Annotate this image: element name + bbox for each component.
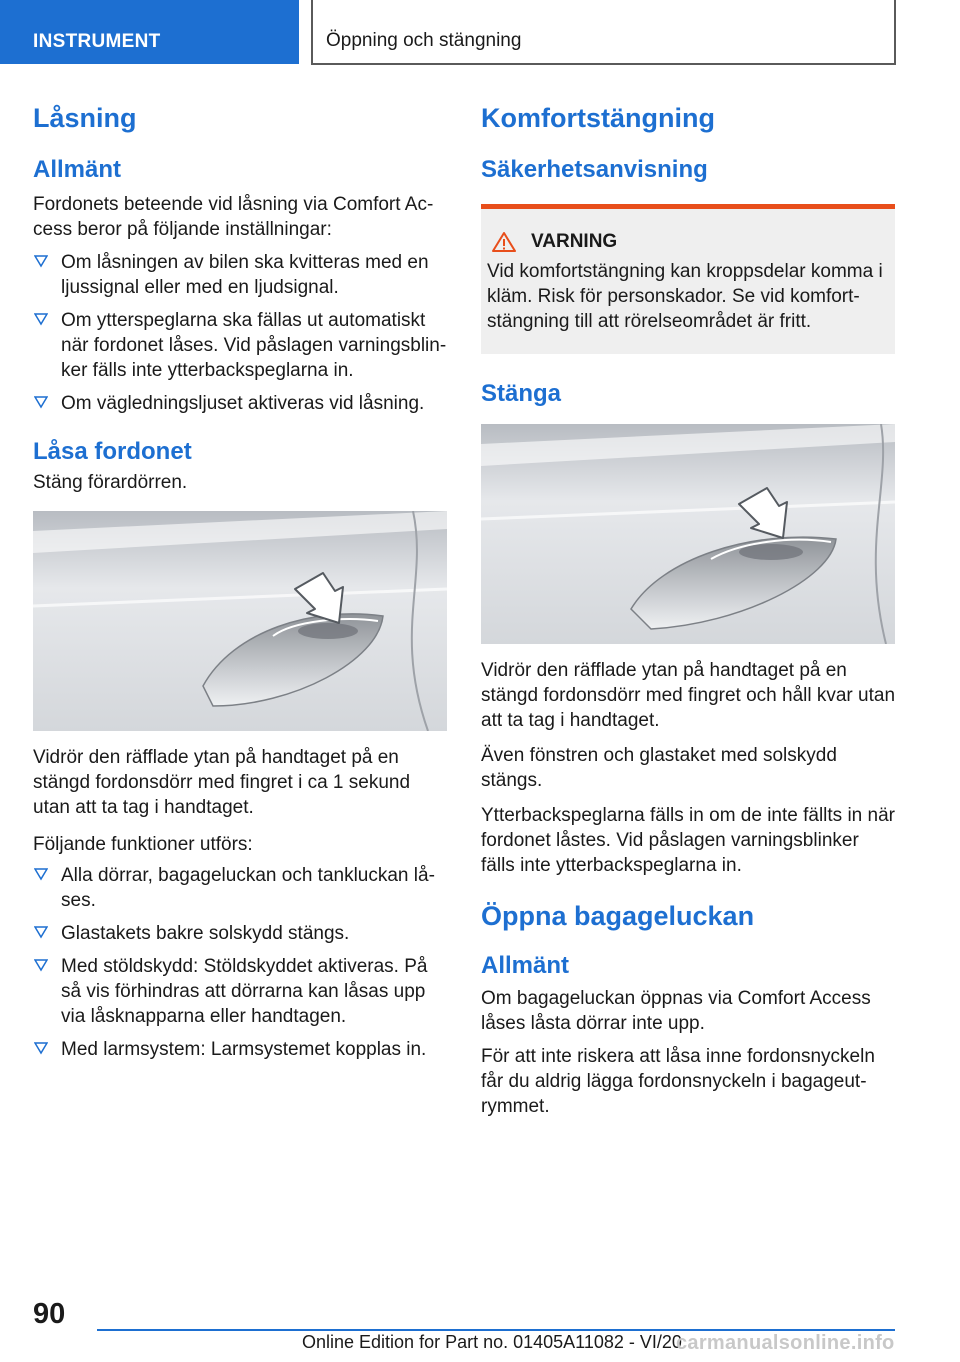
general-heading: Allmänt (33, 156, 122, 183)
touch-text: Vidrör den räfflade ytan på handtaget på en stängd fordonsdörr med fingret i ca 1 sekund utan att ta tag i handtaget. (33, 747, 411, 818)
warning-triangle-icon (491, 231, 517, 253)
functions-intro: Följande funktioner utförs: (33, 834, 253, 855)
lock-vehicle-heading: Låsa fordonet (33, 438, 192, 465)
list-item: Glastakets bakre solskydd stängs. (33, 921, 447, 946)
door-handle-photo (33, 511, 447, 731)
chapter-tab (311, 0, 896, 65)
list-item: Om ytterspeglarna ska fällas ut automatiskt när fordonet låses. Vid påslagen varningsblin‐ ker fälls inte ytterbackspeglarna in. (33, 308, 447, 383)
bullet-triangle-icon (34, 312, 48, 326)
bullet-triangle-icon (34, 254, 48, 268)
warning-box (481, 204, 895, 354)
comfort-closing-heading: Komfortstängning (481, 103, 715, 133)
list-item: Alla dörrar, bagageluckan och tankluckan lå‐ ses. (33, 863, 447, 913)
bullet-triangle-icon (34, 867, 48, 881)
list-item: Om låsningen av bilen ska kvitteras med en ljussignal eller med en ljudsignal. (33, 250, 447, 300)
edition-text: Online Edition for Part no. 01405A11082 - VI/20 (302, 1332, 682, 1352)
bullet-triangle-icon (34, 958, 48, 972)
warning-header (487, 231, 887, 253)
functions-list (33, 863, 447, 1062)
general-text: Fordonets beteende vid låsning via Comfort Ac‐ cess beror på följande inställningar: (33, 194, 434, 240)
windows-text: Även fönstren och glastaket med solskydd stängs. (481, 745, 837, 791)
list-item: Med larmsystem: Larmsystemet kopplas in. (33, 1037, 447, 1062)
footer-divider (97, 1329, 895, 1331)
lock-text: Stäng förardörren. (33, 472, 188, 493)
left-column (33, 100, 447, 1062)
open-trunk-heading: Öppna bagageluckan (481, 901, 755, 931)
warning-label: VARNING (531, 231, 618, 252)
section-title: INSTRUMENT (33, 31, 161, 52)
close-text: Vidrör den räfflade ytan på handtaget på en stängd fordonsdörr med fingret och håll kvar utan att ta tag i handtaget. (481, 660, 896, 731)
trunk-text-1: Om bagageluckan öppnas via Comfort Access låses låsta dörrar inte upp. (481, 988, 871, 1034)
watermark: carmanualsonline.info (676, 1332, 895, 1354)
trunk-text-2: För att inte riskera att låsa inne fordonsnyckeln får du aldrig lägga fordonsnyckeln i bagageut‐ rymmet. (481, 1046, 875, 1117)
locking-heading: Låsning (33, 103, 137, 133)
settings-list (33, 250, 447, 416)
page-number: 90 (33, 1298, 66, 1330)
safety-heading: Säkerhetsanvisning (481, 156, 708, 183)
warning-text: Vid komfortstängning kan kroppsdelar komma i kläm. Risk för personskador. Se vid komfort‐ stängning till att rörelseområdet är fritt. (487, 261, 883, 332)
door-handle-photo (481, 424, 895, 644)
list-item: Med stöldskydd: Stöldskyddet aktiveras. På så vis förhindras att dörrarna kan låsas upp via låsknapparna eller handtagen. (33, 954, 447, 1029)
bullet-triangle-icon (34, 395, 48, 409)
section-tab (0, 0, 299, 64)
mirrors-text: Ytterbackspeglarna fälls in om de inte fällts in när fordonet låstes. Vid påslagen varningsblinker fälls inte ytterbackspeglarna in. (481, 805, 895, 876)
trunk-general-heading: Allmänt (481, 952, 570, 979)
chapter-title: Öppning och stängning (326, 30, 522, 51)
bullet-triangle-icon (34, 925, 48, 939)
right-column (481, 100, 895, 1119)
list-item: Om vägledningsljuset aktiveras vid låsning. (33, 391, 447, 416)
close-heading: Stänga (481, 380, 562, 407)
bullet-triangle-icon (34, 1041, 48, 1055)
